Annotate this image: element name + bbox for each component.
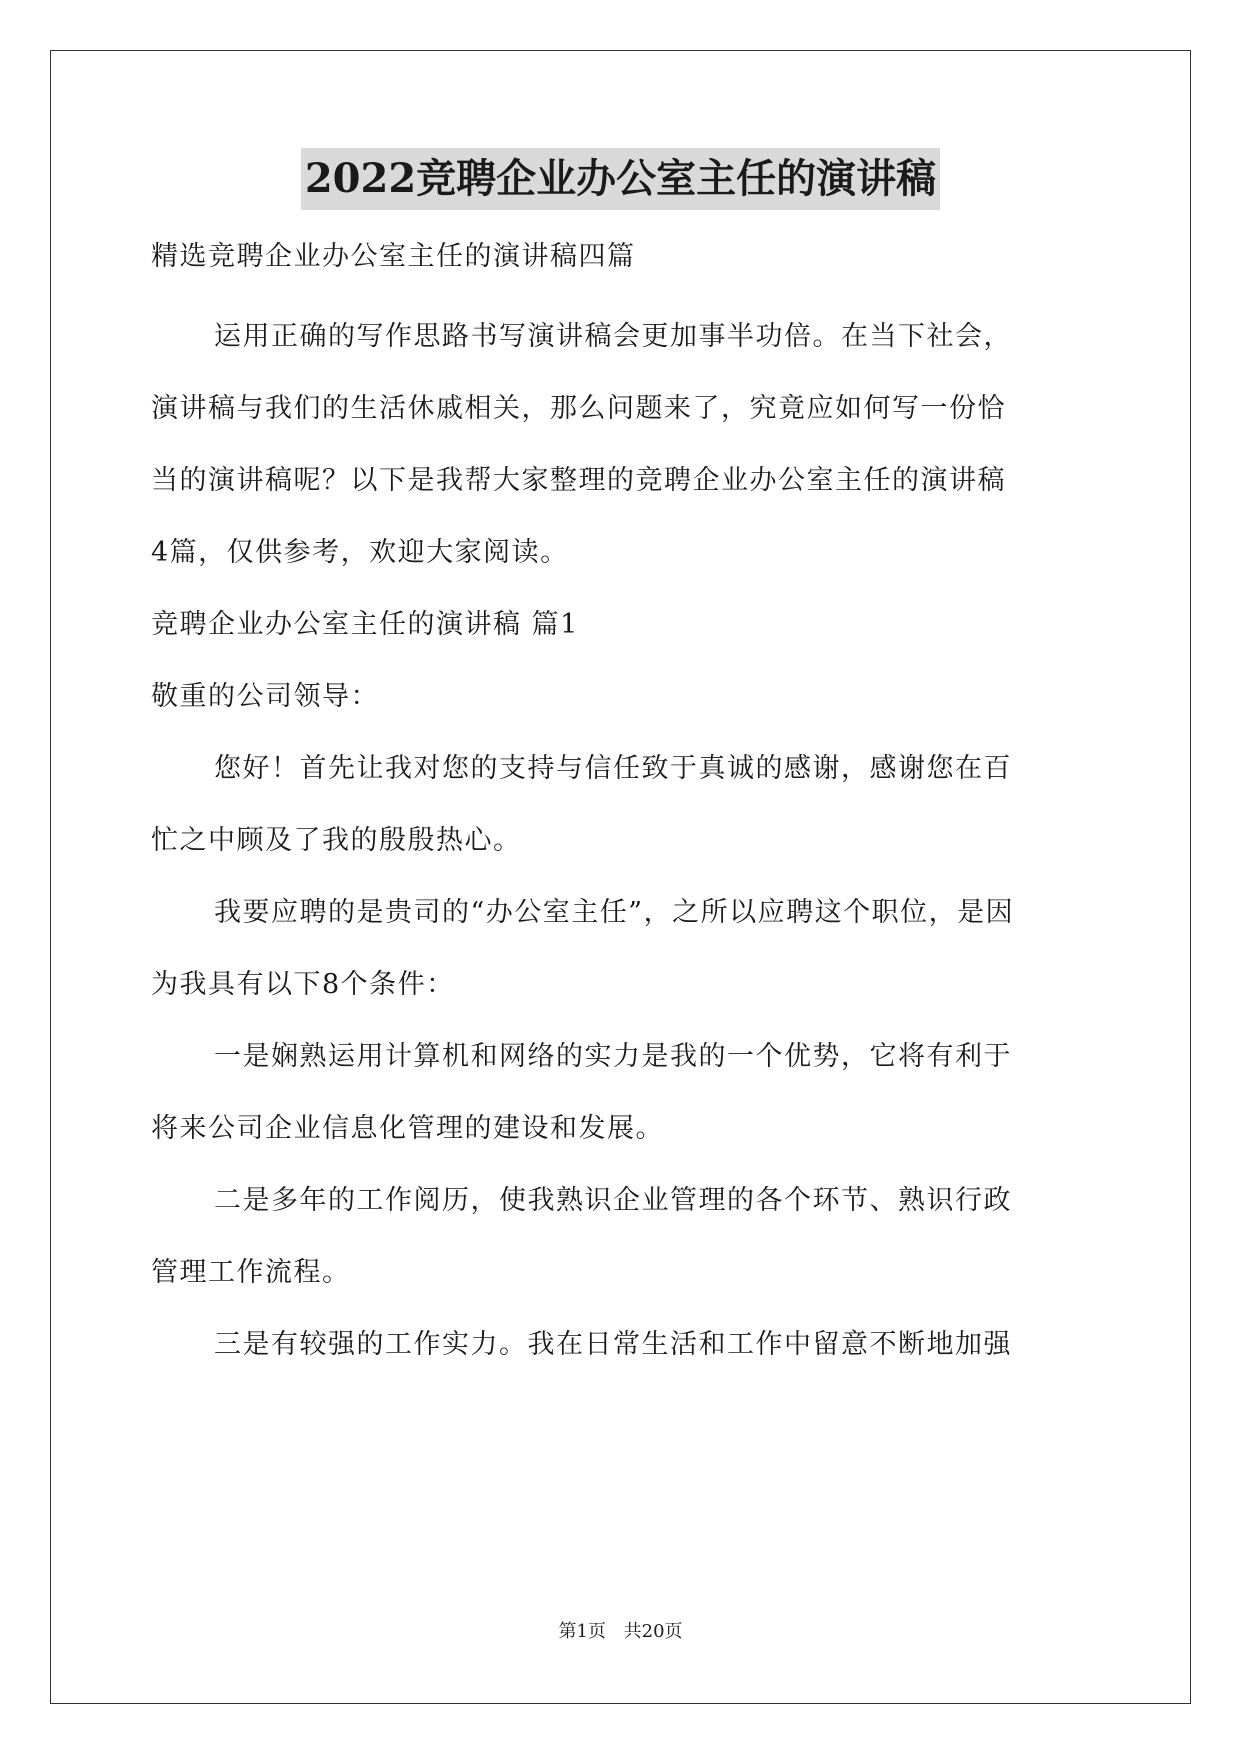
page-border <box>50 50 1191 1704</box>
paragraph-line: 忙之中顾及了我的殷殷热心。 <box>151 825 522 856</box>
paragraph-line: 4篇，仅供参考，欢迎大家阅读。 <box>151 537 569 568</box>
paragraph-line: 为我具有以下8个条件： <box>151 969 455 1000</box>
paragraph-line: 运用正确的写作思路书写演讲稿会更加事半功倍。在当下社会， <box>214 321 1012 352</box>
page-total: 共20页 <box>623 1621 683 1642</box>
paragraph-line: 当的演讲稿呢？以下是我帮大家整理的竞聘企业办公室主任的演讲稿 <box>151 465 1006 496</box>
page-number: 第1页 <box>558 1621 606 1642</box>
salutation-line: 敬重的公司领导： <box>151 681 379 712</box>
title-container <box>0 148 1241 210</box>
paragraph-line: 三是有较强的工作实力。我在日常生活和工作中留意不断地加强 <box>214 1329 1012 1360</box>
paragraph-line: 您好！首先让我对您的支持与信任致于真诚的感谢，感谢您在百 <box>214 753 1012 784</box>
paragraph-line: 演讲稿与我们的生活休戚相关，那么问题来了，究竟应如何写一份恰 <box>151 393 1006 424</box>
page-footer <box>0 1620 1241 1644</box>
paragraph-line: 二是多年的工作阅历，使我熟识企业管理的各个环节、熟识行政 <box>214 1185 1012 1216</box>
document-title: 2022竞聘企业办公室主任的演讲稿 <box>301 148 940 210</box>
paragraph-line: 管理工作流程。 <box>151 1257 351 1288</box>
paragraph-line: 将来公司企业信息化管理的建设和发展。 <box>151 1113 664 1144</box>
paragraph-line: 我要应聘的是贵司的“办公室主任”，之所以应聘这个职位，是因 <box>214 897 1015 928</box>
paragraph-line: 一是娴熟运用计算机和网络的实力是我的一个优势，它将有利于 <box>214 1041 1012 1072</box>
subtitle-line: 精选竞聘企业办公室主任的演讲稿四篇 <box>151 241 636 272</box>
section-heading: 竞聘企业办公室主任的演讲稿 篇1 <box>151 609 579 640</box>
